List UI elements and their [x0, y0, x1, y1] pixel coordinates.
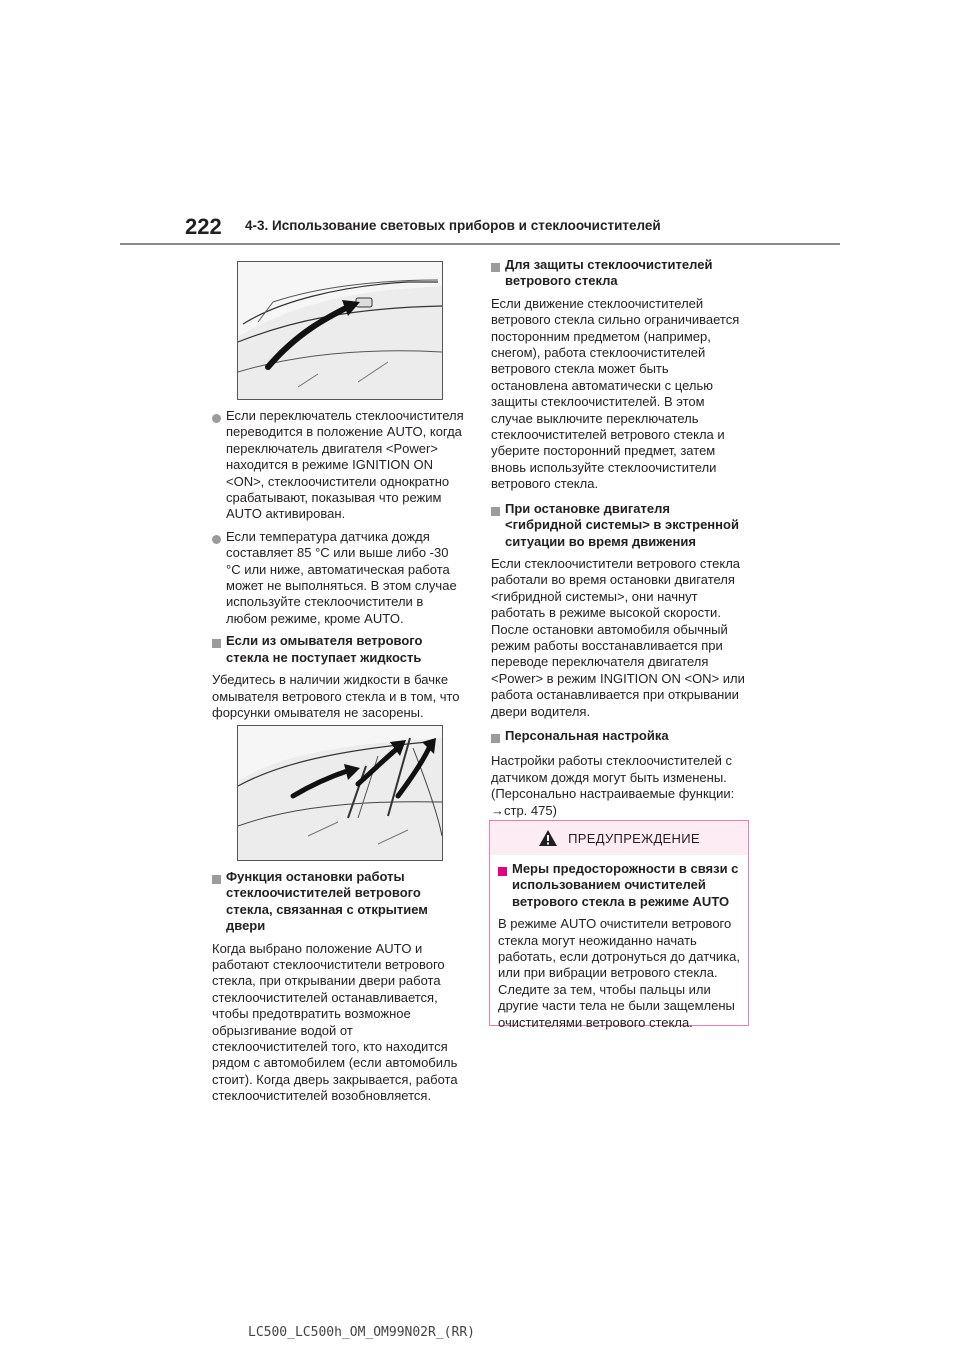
section-heading-door: Функция остановки работы стеклоочистителей ветрового стекла, связанная с открытием двери: [212, 869, 468, 935]
bullet-icon: [212, 535, 221, 544]
section-body-personal: Настройки работы стеклоочистителей с датчиком дождя могут быть изменены. (Персонально настраиваемые функции: →стр. 475): [491, 753, 735, 818]
section-body-washer: Убедитесь в наличии жидкости в бачке омывателя ветрового стекла и в том, что форсунки омывателя не засорены.: [212, 672, 460, 720]
warning-heading: Меры предосторожности в связи с использованием очистителей ветрового стекла в режиме AUTO: [498, 861, 740, 910]
chapter-title: 4-3. Использование световых приборов и стеклоочистителей: [245, 218, 661, 233]
document-code: LC500_LC500h_OM_OM99N02R_(RR): [248, 1325, 475, 1340]
section-heading-washer: Если из омывателя ветрового стекла не поступает жидкость: [212, 633, 466, 666]
list-item: Если переключатель стеклоочистителя переводится в положение AUTO, когда переключатель двигателя <Power> находится в режиме IGNITION ON <ON>, стеклоочистители однократно срабатывают, показывая что режим AUTO активирован.: [212, 408, 466, 523]
square-bullet-icon: [491, 734, 500, 743]
warning-title: ПРЕДУПРЕЖДЕНИЕ: [568, 830, 700, 846]
section-body-stop: Если стеклоочистители ветрового стекла работали во время остановки двигателя <гибридной системы>, они начнут работать в режиме высокой скорости. После остановки автомобиля обычный режим работы восстанавливается при переводе переключателя двигателя <Power> в режим INGITION ON <ON> или работа останавливается при открывании двери водителя.: [491, 555, 745, 719]
list-item: Если температура датчика дождя составляет 85 °C или выше либо -30 °C или ниже, автоматическая работа может не выполняться. В этом случае используйте стеклоочистители в любом режиме, кроме AUTO.: [212, 529, 466, 627]
page-number: 222: [185, 214, 222, 239]
square-bullet-icon: [212, 639, 221, 648]
warning-box: [489, 820, 749, 1030]
warning-body: В режиме AUTO очистители ветрового стекла могут неожиданно начать работать, если дотронуться до датчика, или при вибрации ветрового стекла. Следите за тем, чтобы пальцы или другие части тела не были защемлены очистителями ветрового стекла.: [498, 916, 741, 1030]
section-body-protect: Если движение стеклоочистителей ветрового стекла сильно ограничивается посторонним предметом (например, снегом), работа стеклоочистителей ветрового стекла может быть остановлена автоматически с целью защиты стеклоочистителей. В этом случае выключите переключатель стеклоочистителей ветрового стекла и уберите посторонний предмет, затем вновь используйте стеклоочистители ветрового стекла.: [491, 295, 740, 492]
rain-sensor-illustration: [237, 261, 443, 400]
section-heading-personal: Персональная настройка: [491, 728, 749, 747]
page-reference-link[interactable]: стр. 475): [504, 802, 557, 818]
square-bullet-icon: [498, 867, 507, 876]
section-heading-stop: При остановке двигателя <гибридной системы> в экстренной ситуации во время движения: [491, 501, 749, 550]
wipers-illustration: [237, 725, 443, 861]
bullet-icon: [212, 414, 221, 423]
square-bullet-icon: [491, 263, 500, 272]
arrow-icon: →: [491, 802, 504, 818]
header-divider: [120, 243, 840, 245]
warning-triangle-icon: [538, 829, 558, 847]
square-bullet-icon: [491, 507, 500, 516]
warning-header: [490, 821, 748, 855]
section-body-door: Когда выбрано положение AUTO и работают стеклоочистители ветрового стекла, при открывании двери работа стеклоочистителей останавливается, чтобы предотвратить возможное обрызгивание водой от стеклоочистителей того, кто находится рядом с автомобилем (если автомобиль стоит). Когда дверь закрывается, работа стеклоочистителей возобновляется.: [212, 940, 458, 1104]
square-bullet-icon: [212, 875, 221, 884]
section-heading-protect: Для защиты стеклоочистителей ветрового стекла: [491, 257, 749, 290]
